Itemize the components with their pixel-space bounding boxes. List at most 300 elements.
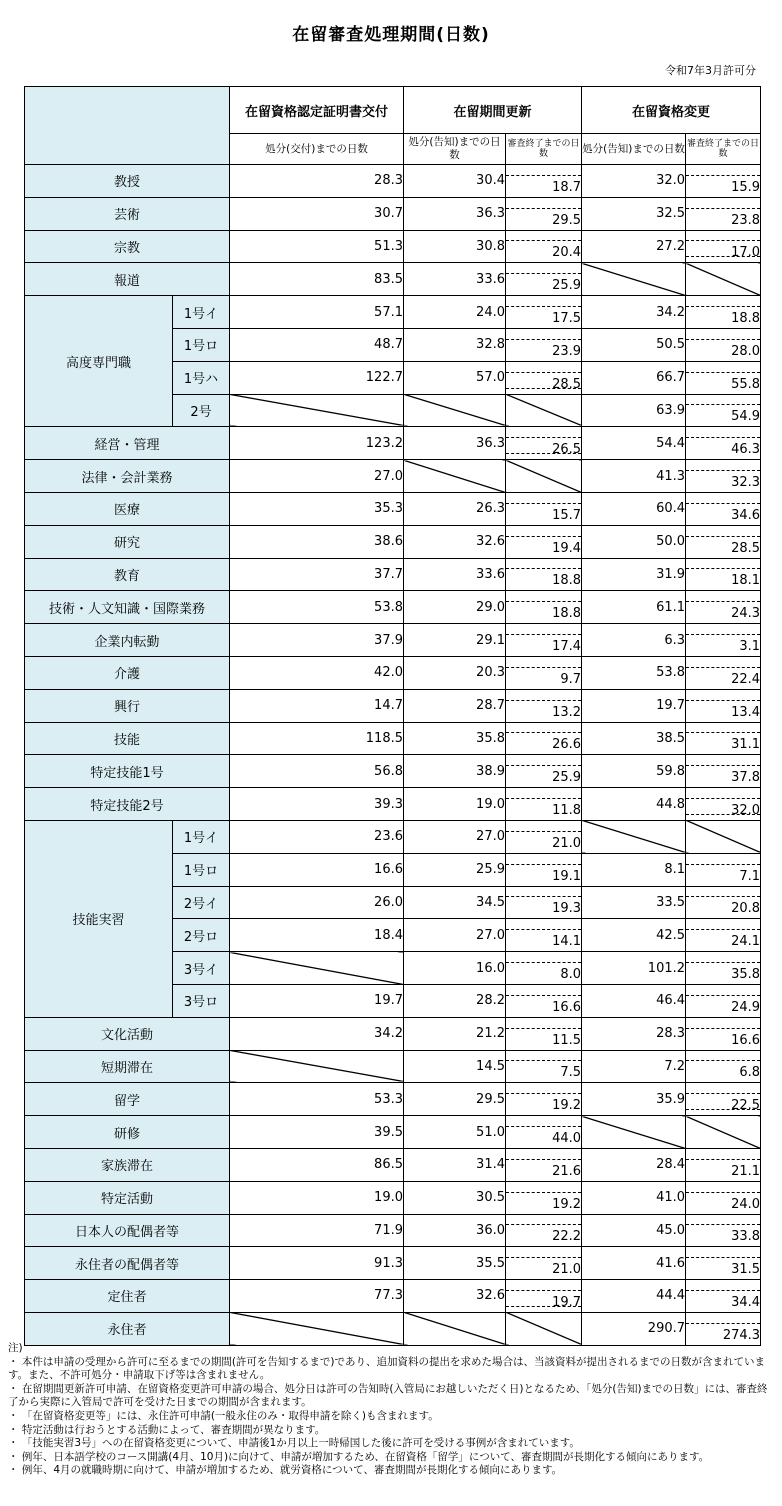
review-days-cell — [686, 394, 761, 427]
days-value-cell: 29.0 — [404, 591, 506, 624]
days-value-cell: 45.0 — [582, 1214, 686, 1247]
table-row — [25, 591, 761, 624]
review-days-cell — [506, 788, 582, 821]
review-days-cell — [686, 624, 761, 657]
days-value-cell: 16.6 — [230, 853, 404, 886]
review-days-value: 15.9 — [686, 175, 760, 197]
review-days-value: 28.0 — [686, 339, 760, 361]
review-days-cell — [686, 492, 761, 525]
days-value-cell: 30.5 — [404, 1181, 506, 1214]
review-days-cell — [506, 1050, 582, 1083]
days-value-cell: 20.3 — [404, 656, 506, 689]
days-value-cell: 42.5 — [582, 919, 686, 952]
review-days-value: 18.1 — [686, 568, 760, 590]
row-label: 日本人の配偶者等 — [25, 1214, 230, 1247]
row-sub-label: 2号 — [173, 394, 230, 427]
row-label: 短期滞在 — [25, 1050, 230, 1083]
review-days-cell — [506, 952, 582, 985]
days-value-cell: 19.7 — [230, 984, 404, 1017]
days-value-cell: 7.2 — [582, 1050, 686, 1083]
review-days-value: 13.4 — [686, 700, 760, 722]
row-label: 永住者 — [25, 1312, 230, 1345]
days-value-cell: 63.9 — [582, 394, 686, 427]
review-days-value: 11.5 — [506, 1028, 581, 1050]
days-value-cell: 53.3 — [230, 1083, 404, 1116]
review-days-cell — [506, 1083, 582, 1116]
review-days-value: 18.8 — [506, 568, 581, 590]
review-days-cell — [686, 263, 761, 296]
review-days-value: 23.8 — [686, 208, 760, 230]
days-value-cell: 37.7 — [230, 558, 404, 591]
days-value-cell: 41.0 — [582, 1181, 686, 1214]
review-days-cell — [506, 1312, 582, 1345]
days-value-cell: 19.0 — [230, 1181, 404, 1214]
days-value-cell: 53.8 — [230, 591, 404, 624]
review-days-cell — [506, 689, 582, 722]
review-days-cell — [506, 492, 582, 525]
row-label: 教授 — [25, 165, 230, 198]
days-value-cell: 59.8 — [582, 755, 686, 788]
review-days-value: 24.3 — [686, 601, 760, 623]
review-days-value: 11.8 — [506, 798, 581, 820]
days-value-cell: 57.1 — [230, 296, 404, 329]
days-value-cell: 35.8 — [404, 722, 506, 755]
review-days-value: 31.5 — [686, 1257, 760, 1279]
footnote-line: ・ 「在留資格変更等」には、永住許可申請(一般永住のみ・取得申請を除く)も含まれます。 — [8, 1409, 439, 1422]
table-row — [25, 165, 761, 198]
days-value-cell: 46.4 — [582, 984, 686, 1017]
table-row — [25, 558, 761, 591]
not-applicable-mark — [686, 256, 760, 295]
review-days-value: 274.3 — [686, 1323, 760, 1345]
review-days-value: 22.2 — [506, 1224, 581, 1246]
days-value-cell: 28.4 — [582, 1148, 686, 1181]
review-days-value: 21.1 — [686, 1159, 760, 1181]
days-value-cell: 38.6 — [230, 525, 404, 558]
review-days-value: 21.0 — [506, 1257, 581, 1279]
table-row — [25, 492, 761, 525]
review-days-value: 33.8 — [686, 1224, 760, 1246]
review-days-value: 24.9 — [686, 995, 760, 1017]
review-days-cell — [506, 820, 582, 853]
row-sub-label: 2号イ — [173, 886, 230, 919]
table-row — [25, 197, 761, 230]
review-days-value: 46.3 — [686, 437, 760, 459]
review-days-cell — [506, 1017, 582, 1050]
review-days-value: 7.1 — [686, 864, 760, 886]
review-days-value: 54.9 — [686, 404, 760, 426]
days-value-cell: 50.5 — [582, 328, 686, 361]
review-days-cell — [686, 1312, 761, 1345]
days-value-cell: 28.3 — [230, 165, 404, 198]
days-value-cell: 32.0 — [582, 165, 686, 198]
days-value-cell: 91.3 — [230, 1247, 404, 1280]
days-value-cell: 8.1 — [582, 853, 686, 886]
review-days-cell — [686, 755, 761, 788]
review-days-cell — [506, 165, 582, 198]
row-label: 経営・管理 — [25, 427, 230, 460]
review-days-value: 21.0 — [506, 831, 581, 853]
row-label: 定住者 — [25, 1280, 230, 1313]
days-value-cell: 83.5 — [230, 263, 404, 296]
review-days-value: 32.0 — [686, 798, 760, 820]
review-days-value: 28.5 — [686, 536, 760, 558]
days-value-cell: 77.3 — [230, 1280, 404, 1313]
row-sub-label: 2号ロ — [173, 919, 230, 952]
review-days-cell — [506, 394, 582, 427]
review-days-value: 8.0 — [506, 962, 581, 984]
review-days-cell — [506, 853, 582, 886]
row-label: 技能 — [25, 722, 230, 755]
days-value-cell: 28.3 — [582, 1017, 686, 1050]
row-label: 企業内転勤 — [25, 624, 230, 657]
review-days-cell — [686, 689, 761, 722]
days-value-cell: 27.0 — [404, 919, 506, 952]
review-days-cell — [506, 919, 582, 952]
not-applicable-cell — [404, 394, 506, 427]
footnote-line: ・ 例年、日本語学校のコース開講(4月、10月)に向けて、申請が増加するため、在留資格「留学」について、審査期間が長期化する傾向にあります。 — [8, 1450, 710, 1463]
table-row — [25, 820, 761, 853]
days-value-cell: 19.7 — [582, 689, 686, 722]
review-days-cell — [506, 558, 582, 591]
row-label: 研修 — [25, 1116, 230, 1149]
days-value-cell: 41.6 — [582, 1247, 686, 1280]
review-days-cell — [686, 1181, 761, 1214]
days-value-cell: 33.5 — [582, 886, 686, 919]
review-days-cell — [686, 952, 761, 985]
review-days-cell — [506, 1214, 582, 1247]
table-row — [25, 1017, 761, 1050]
row-label: 宗教 — [25, 230, 230, 263]
review-days-value: 18.8 — [506, 601, 581, 623]
subheader-coe-days: 処分(交付)までの日数 — [230, 134, 404, 165]
review-days-cell — [506, 1181, 582, 1214]
not-applicable-cell — [582, 820, 686, 853]
review-days-value: 24.1 — [686, 929, 760, 951]
days-value-cell: 36.0 — [404, 1214, 506, 1247]
review-days-cell — [686, 427, 761, 460]
days-value-cell: 6.3 — [582, 624, 686, 657]
days-value-cell: 101.2 — [582, 952, 686, 985]
days-value-cell: 50.0 — [582, 525, 686, 558]
review-days-value: 18.7 — [506, 175, 581, 197]
days-value-cell: 34.2 — [230, 1017, 404, 1050]
review-days-cell — [506, 263, 582, 296]
row-sub-label: 1号イ — [173, 296, 230, 329]
review-days-value: 19.2 — [506, 1093, 581, 1115]
table-row — [25, 1247, 761, 1280]
page-title: 在留審査処理期間(日数) — [292, 25, 490, 45]
days-value-cell: 27.0 — [404, 820, 506, 853]
days-value-cell: 38.5 — [582, 722, 686, 755]
days-value-cell: 27.0 — [230, 460, 404, 493]
review-days-value: 44.0 — [506, 1126, 581, 1148]
review-days-cell — [686, 820, 761, 853]
table-row — [25, 689, 761, 722]
row-label: 法律・会計業務 — [25, 460, 230, 493]
table-row — [25, 656, 761, 689]
subheader-extension-days: 処分(告知)までの日数 — [404, 134, 506, 165]
not-applicable-mark — [686, 814, 760, 853]
days-value-cell: 24.0 — [404, 296, 506, 329]
days-value-cell: 290.7 — [582, 1312, 686, 1345]
days-value-cell: 31.4 — [404, 1148, 506, 1181]
review-days-value: 23.9 — [506, 339, 581, 361]
review-days-value: 20.8 — [686, 896, 760, 918]
footnote-line: ・ 例年、4月の就職時期に向けて、申請が増加するため、就労資格について、審査期間が長期化する傾向にあります。 — [8, 1464, 563, 1477]
review-days-value: 19.1 — [506, 864, 581, 886]
review-days-cell — [686, 165, 761, 198]
row-label: 永住者の配偶者等 — [25, 1247, 230, 1280]
days-value-cell: 42.0 — [230, 656, 404, 689]
not-applicable-mark — [506, 388, 581, 427]
review-days-cell — [686, 656, 761, 689]
review-days-cell — [686, 328, 761, 361]
days-value-cell: 31.9 — [582, 558, 686, 591]
days-value-cell: 37.9 — [230, 624, 404, 657]
processing-period-table — [24, 86, 761, 1346]
row-sub-label: 1号イ — [173, 820, 230, 853]
review-days-cell — [686, 197, 761, 230]
row-sub-label: 1号ハ — [173, 361, 230, 394]
days-value-cell: 34.5 — [404, 886, 506, 919]
days-value-cell: 86.5 — [230, 1148, 404, 1181]
days-value-cell: 19.0 — [404, 788, 506, 821]
review-days-value: 9.7 — [506, 667, 581, 689]
days-value-cell: 38.9 — [404, 755, 506, 788]
review-days-value: 3.1 — [686, 634, 760, 656]
table-row — [25, 1280, 761, 1313]
review-days-cell — [686, 1116, 761, 1149]
review-days-value: 17.5 — [506, 306, 581, 328]
table-row — [25, 460, 761, 493]
report-date: 令和7年3月許可分 — [665, 64, 756, 77]
row-sub-label: 3号イ — [173, 952, 230, 985]
review-days-cell — [506, 656, 582, 689]
row-label: 特定活動 — [25, 1181, 230, 1214]
days-value-cell: 48.7 — [230, 328, 404, 361]
days-value-cell: 32.5 — [582, 197, 686, 230]
days-value-cell: 26.0 — [230, 886, 404, 919]
not-applicable-cell — [230, 952, 404, 985]
header-change: 在留資格変更 — [582, 87, 761, 134]
days-value-cell: 51.0 — [404, 1116, 506, 1149]
days-value-cell: 44.8 — [582, 788, 686, 821]
days-value-cell: 41.3 — [582, 460, 686, 493]
review-days-value: 35.8 — [686, 962, 760, 984]
review-days-value: 21.6 — [506, 1159, 581, 1181]
table-row — [25, 1116, 761, 1149]
days-value-cell: 29.1 — [404, 624, 506, 657]
review-days-value: 19.4 — [506, 536, 581, 558]
review-days-cell — [686, 984, 761, 1017]
days-value-cell: 36.3 — [404, 427, 506, 460]
review-days-cell — [686, 525, 761, 558]
review-days-cell — [686, 853, 761, 886]
review-days-cell — [506, 984, 582, 1017]
review-days-value: 22.4 — [686, 667, 760, 689]
days-value-cell: 14.5 — [404, 1050, 506, 1083]
review-days-value: 55.8 — [686, 372, 760, 394]
review-days-cell — [686, 722, 761, 755]
header-coe: 在留資格認定証明書交付 — [230, 87, 404, 134]
header-extension: 在留期間更新 — [404, 87, 582, 134]
row-group-label: 技能実習 — [25, 820, 173, 1017]
review-days-value: 32.3 — [686, 470, 760, 492]
days-value-cell: 57.0 — [404, 361, 506, 394]
review-days-cell — [506, 197, 582, 230]
days-value-cell: 61.1 — [582, 591, 686, 624]
review-days-value: 26.5 — [506, 437, 581, 459]
review-days-value: 16.6 — [686, 1028, 760, 1050]
review-days-value: 31.1 — [686, 732, 760, 754]
review-days-cell — [686, 558, 761, 591]
days-value-cell: 118.5 — [230, 722, 404, 755]
table-body — [25, 165, 761, 1346]
review-days-cell — [506, 624, 582, 657]
review-days-value: 16.6 — [506, 995, 581, 1017]
row-label: 医療 — [25, 492, 230, 525]
days-value-cell: 35.9 — [582, 1083, 686, 1116]
footnote-line: ・ 在留期間更新許可申請、在留資格変更許可申請の場合、処分日は許可の告知時(入管局にお越しいただく日)となるため、「処分(告知)までの日数」には、審査終了から実際に入管局で許可を受けた日までの期間が含まれます。 — [8, 1382, 768, 1409]
not-applicable-cell — [582, 1116, 686, 1149]
days-value-cell: 16.0 — [404, 952, 506, 985]
table-row — [25, 788, 761, 821]
days-value-cell: 36.3 — [404, 197, 506, 230]
days-value-cell: 53.8 — [582, 656, 686, 689]
review-days-value: 17.0 — [686, 240, 760, 262]
days-value-cell: 32.6 — [404, 525, 506, 558]
table-row — [25, 722, 761, 755]
days-value-cell: 56.8 — [230, 755, 404, 788]
table-row — [25, 1181, 761, 1214]
review-days-cell — [686, 1280, 761, 1313]
review-days-value: 37.8 — [686, 765, 760, 787]
review-days-cell — [506, 1116, 582, 1149]
review-days-value: 25.9 — [506, 765, 581, 787]
days-value-cell: 29.5 — [404, 1083, 506, 1116]
subheader-change-review: 審査終了までの日数 — [686, 134, 761, 165]
review-days-value: 15.7 — [506, 503, 581, 525]
review-days-value: 18.8 — [686, 306, 760, 328]
table-row — [25, 1050, 761, 1083]
days-value-cell: 32.6 — [404, 1280, 506, 1313]
row-label: 介護 — [25, 656, 230, 689]
days-value-cell: 25.9 — [404, 853, 506, 886]
review-days-value: 24.0 — [686, 1192, 760, 1214]
row-group-label: 高度専門職 — [25, 296, 173, 427]
review-days-value: 29.5 — [506, 208, 581, 230]
days-value-cell: 51.3 — [230, 230, 404, 263]
review-days-cell — [686, 1148, 761, 1181]
table-row — [25, 1083, 761, 1116]
review-days-cell — [686, 886, 761, 919]
not-applicable-mark — [686, 1109, 760, 1148]
review-days-cell — [686, 296, 761, 329]
review-days-value: 22.5 — [686, 1093, 760, 1115]
review-days-cell — [686, 1050, 761, 1083]
review-days-value: 25.9 — [506, 273, 581, 295]
row-sub-label: 3号ロ — [173, 984, 230, 1017]
footnote-line: 注) — [8, 1342, 23, 1354]
days-value-cell: 35.5 — [404, 1247, 506, 1280]
review-days-value: 7.5 — [506, 1060, 581, 1082]
days-value-cell: 39.5 — [230, 1116, 404, 1149]
review-days-cell — [686, 919, 761, 952]
not-applicable-mark — [506, 453, 581, 492]
row-label: 文化活動 — [25, 1017, 230, 1050]
review-days-value: 13.2 — [506, 700, 581, 722]
footnotes — [8, 1342, 774, 1478]
review-days-cell — [686, 361, 761, 394]
not-applicable-cell — [582, 263, 686, 296]
days-value-cell: 35.3 — [230, 492, 404, 525]
days-value-cell: 28.2 — [404, 984, 506, 1017]
review-days-cell — [506, 755, 582, 788]
review-days-cell — [506, 296, 582, 329]
review-days-value: 19.3 — [506, 896, 581, 918]
review-days-value: 20.4 — [506, 240, 581, 262]
days-value-cell: 60.4 — [582, 492, 686, 525]
days-value-cell: 66.7 — [582, 361, 686, 394]
days-value-cell: 32.8 — [404, 328, 506, 361]
table-row — [25, 1312, 761, 1345]
row-sub-label: 1号ロ — [173, 328, 230, 361]
row-label: 芸術 — [25, 197, 230, 230]
not-applicable-cell — [230, 1050, 404, 1083]
days-value-cell: 30.4 — [404, 165, 506, 198]
table-row — [25, 525, 761, 558]
subheader-extension-review: 審査終了までの日数 — [506, 134, 582, 165]
table-row — [25, 755, 761, 788]
corner-cell — [25, 87, 230, 165]
review-days-value: 14.1 — [506, 929, 581, 951]
row-label: 興行 — [25, 689, 230, 722]
review-days-cell — [686, 1214, 761, 1247]
review-days-cell — [506, 525, 582, 558]
review-days-cell — [686, 591, 761, 624]
days-value-cell: 71.9 — [230, 1214, 404, 1247]
review-days-cell — [686, 1017, 761, 1050]
review-days-value: 34.6 — [686, 503, 760, 525]
table-row — [25, 1148, 761, 1181]
table-row — [25, 624, 761, 657]
days-value-cell: 54.4 — [582, 427, 686, 460]
review-days-cell — [506, 722, 582, 755]
review-days-cell — [506, 886, 582, 919]
review-days-value: 26.6 — [506, 732, 581, 754]
table-row — [25, 1214, 761, 1247]
review-days-cell — [506, 460, 582, 493]
days-value-cell: 26.3 — [404, 492, 506, 525]
days-value-cell: 27.2 — [582, 230, 686, 263]
row-label: 特定技能2号 — [25, 788, 230, 821]
table-row — [25, 427, 761, 460]
days-value-cell: 30.7 — [230, 197, 404, 230]
table-row — [25, 263, 761, 296]
table-row — [25, 296, 761, 329]
days-value-cell: 122.7 — [230, 361, 404, 394]
subheader-change-days: 処分(告知)までの日数 — [582, 134, 686, 165]
review-days-cell — [686, 1247, 761, 1280]
days-value-cell: 123.2 — [230, 427, 404, 460]
review-days-cell — [506, 230, 582, 263]
row-label: 家族滞在 — [25, 1148, 230, 1181]
row-label: 特定技能1号 — [25, 755, 230, 788]
days-value-cell: 21.2 — [404, 1017, 506, 1050]
table-row — [25, 230, 761, 263]
row-label: 報道 — [25, 263, 230, 296]
